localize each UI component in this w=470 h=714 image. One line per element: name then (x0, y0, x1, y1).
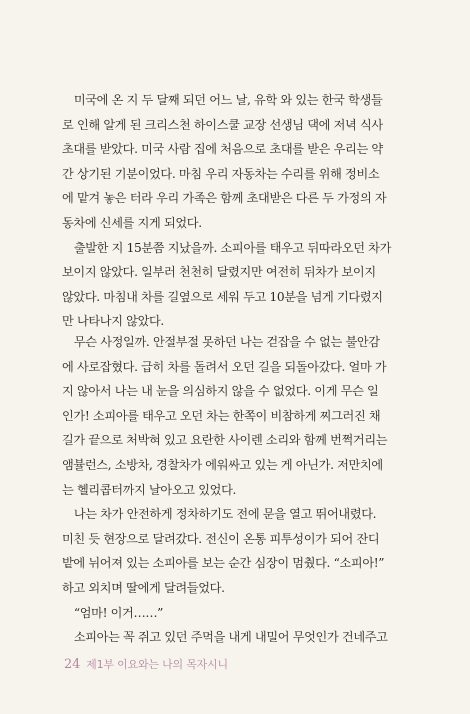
text-line: 초대를 받았다. 미국 사람 집에 처음으로 초대를 받은 우리는 약 (62, 142, 383, 157)
text-line: 않았다. 마침내 차를 길옆으로 세워 두고 10분을 넘게 기다렸지 (62, 289, 383, 304)
text-line: 지 않아서 나는 내 눈을 의심하지 않을 수 없었다. 이게 무슨 일 (62, 384, 379, 399)
running-title: 제1부 이요와는 나의 목자시니 (86, 658, 228, 671)
text-line: 미국에 온 지 두 달째 되던 어느 날, 유학 와 있는 한국 학생들 (62, 93, 383, 107)
text-line: “엄마! 이거……” (62, 605, 164, 620)
page-number: 24 (64, 656, 81, 672)
text-line: 밭에 뉘어져 있는 소피아를 보는 순간 심장이 멈췄다. “소피아!” (62, 556, 385, 571)
text-line: 무슨 사정일까. 안절부절 못하던 나는 걷잡을 수 없는 불안감 (62, 335, 380, 349)
text-line: 에 사로잡혔다. 급히 차를 돌려서 오던 길을 되돌아갔다. 얼마 가 (62, 359, 387, 374)
text-line: 만 나타나지 않았다. (62, 314, 164, 329)
text-line: 에 맡겨 놓은 터라 우리 가족은 함께 초대받은 다른 두 가정의 자 (62, 191, 387, 206)
page-footer (64, 656, 228, 672)
text-line: 나는 차가 안전하게 정차하기도 전에 문을 열고 뛰어내렸다. (62, 507, 377, 522)
text-line: 로 인해 알게 된 크리스천 하이스쿨 교장 선생님 댁에 저녁 식사 (62, 117, 383, 132)
text-line: 소피아는 꼭 쥐고 있던 주먹을 내게 내밀어 무엇인가 건네주고 (62, 630, 388, 645)
text-line: 앰뷸런스, 소방차, 경찰차가 에워싸고 있는 게 아닌가. 저만치에 (62, 457, 383, 472)
text-line: 동차에 신세를 지게 되었다. (62, 215, 202, 230)
body-text-top (62, 88, 410, 334)
text-line: 는 헬리콥터까지 날아오고 있었다. (62, 482, 237, 497)
text-line: 길가 끝으로 처박혀 있고 요란한 사이렌 소리와 함께 번쩍거리는 (62, 433, 388, 448)
text-line: 출발한 지 15분쯤 지났을까. 소피아를 태우고 뒤따라오던 차가 (62, 240, 391, 255)
text-line: 보이지 않았다. 일부러 천천히 달렸지만 여전히 뒤차가 보이지 (62, 265, 376, 280)
text-line: 하고 외치며 딸에게 달려들었다. (62, 580, 225, 595)
body-text-bottom (62, 330, 410, 650)
text-line: 미친 듯 현장으로 달려갔다. 전신이 온통 피투성이가 되어 잔디 (62, 531, 380, 546)
text-line: 간 상기된 기분이었다. 마침 우리 자동차는 수리를 위해 정비소 (62, 166, 380, 181)
text-line: 인가! 소피아를 태우고 오던 차는 한쪽이 비참하게 찌그러진 채 (62, 408, 381, 423)
